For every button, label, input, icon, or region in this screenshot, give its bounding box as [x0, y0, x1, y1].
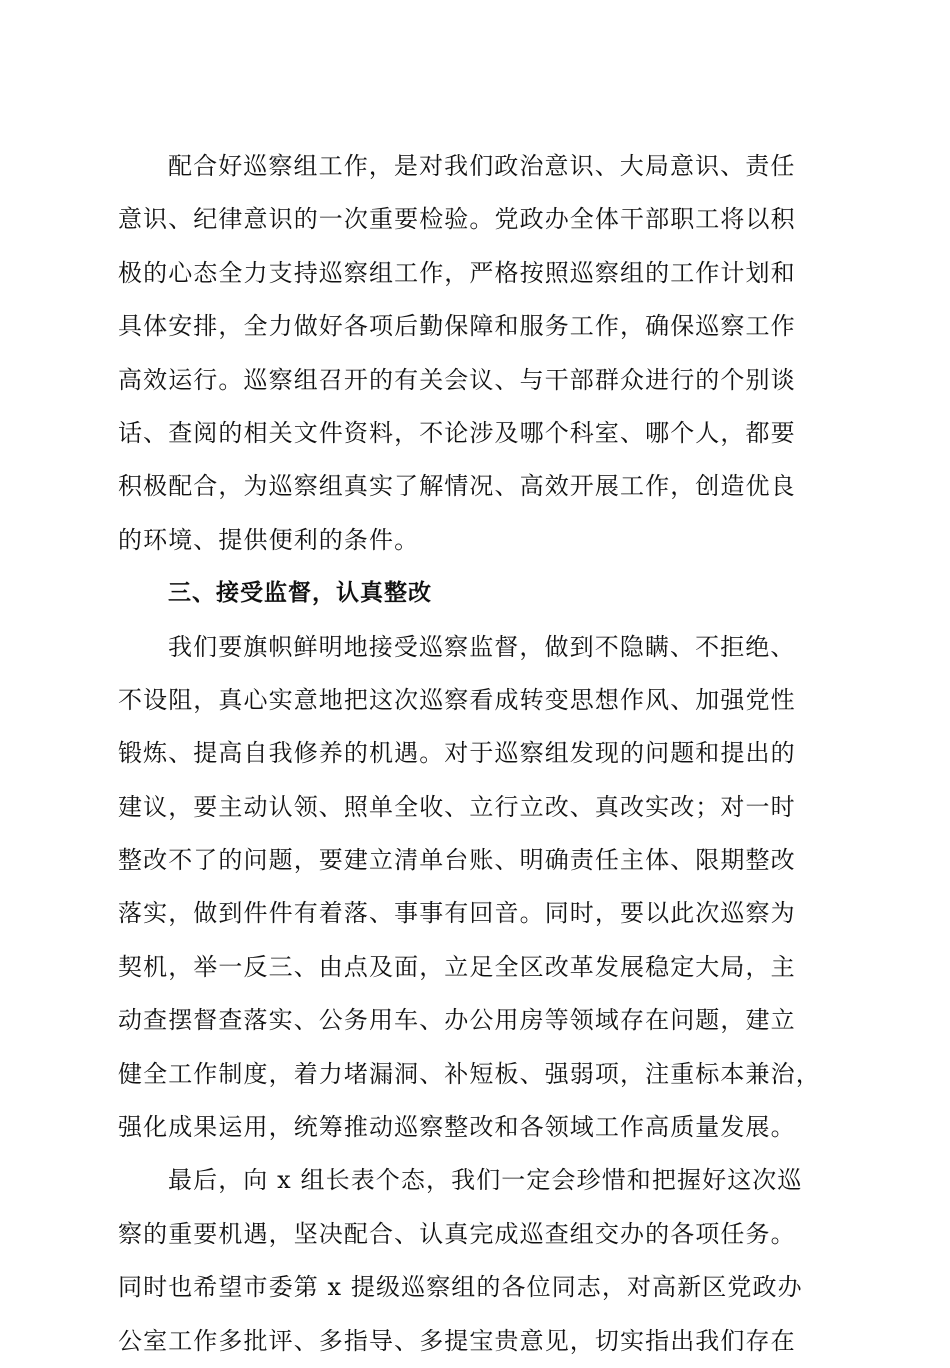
- paragraph-cooperate-inspection: [118, 140, 834, 567]
- text-line: 建议，要主动认领、照单全收、立行立改、真改实改；对一时: [118, 792, 796, 821]
- text-line: 最后，向 x 组长表个态，我们一定会珍惜和把握好这次巡: [168, 1166, 803, 1195]
- text-line: 话、查阅的相关文件资料，不论涉及哪个科室、哪个人，都要: [118, 418, 796, 447]
- document-body: [118, 140, 834, 1368]
- text-line: 健全工作制度，着力堵漏洞、补短板、强弱项，注重标本兼治，: [118, 1059, 821, 1088]
- text-line: 我们要旗帜鲜明地接受巡察监督，做到不隐瞒、不拒绝、: [168, 632, 796, 661]
- text-line: 不设阻，真心实意地把这次巡察看成转变思想作风、加强党性: [118, 685, 796, 714]
- paragraph-accept-supervision: [118, 621, 834, 1155]
- text-line: 的环境、提供便利的条件。: [118, 525, 420, 554]
- text-line: 极的心态全力支持巡察组工作，严格按照巡察组的工作计划和: [118, 258, 796, 287]
- text-line: 公室工作多批评、多指导、多提宝贵意见，切实指出我们存在: [118, 1326, 796, 1355]
- text-line: 整改不了的问题，要建立清单台账、明确责任主体、限期整改: [118, 846, 796, 875]
- text-line: 意识、纪律意识的一次重要检验。党政办全体干部职工将以积: [118, 205, 796, 234]
- text-line: 契机，举一反三、由点及面，立足全区改革发展稳定大局，主: [118, 952, 796, 981]
- text-line: 同时也希望市委第 x 提级巡察组的各位同志，对高新区党政办: [118, 1273, 803, 1302]
- text-line: 高效运行。巡察组召开的有关会议、与干部群众进行的个别谈: [118, 365, 796, 394]
- text-line: 强化成果运用，统筹推动巡察整改和各领域工作高质量发展。: [118, 1113, 796, 1142]
- text-line: 具体安排，全力做好各项后勤保障和服务工作，确保巡察工作: [118, 312, 796, 341]
- text-line: 落实，做到件件有着落、事事有回音。同时，要以此次巡察为: [118, 899, 796, 928]
- text-line: 锻炼、提高自我修养的机遇。对于巡察组发现的问题和提出的: [118, 739, 796, 768]
- text-line: 动查摆督查落实、公务用车、办公用房等领域存在问题，建立: [118, 1006, 796, 1035]
- text-line: 积极配合，为巡察组真实了解情况、高效开展工作，创造优良: [118, 472, 796, 501]
- section-heading: 三、接受监督，认真整改: [168, 580, 432, 607]
- text-line: 配合好巡察组工作，是对我们政治意识、大局意识、责任: [168, 152, 796, 180]
- paragraph-closing-statement: [118, 1154, 834, 1368]
- text-line: 察的重要机遇，坚决配合、认真完成巡查组交办的各项任务。: [118, 1219, 796, 1248]
